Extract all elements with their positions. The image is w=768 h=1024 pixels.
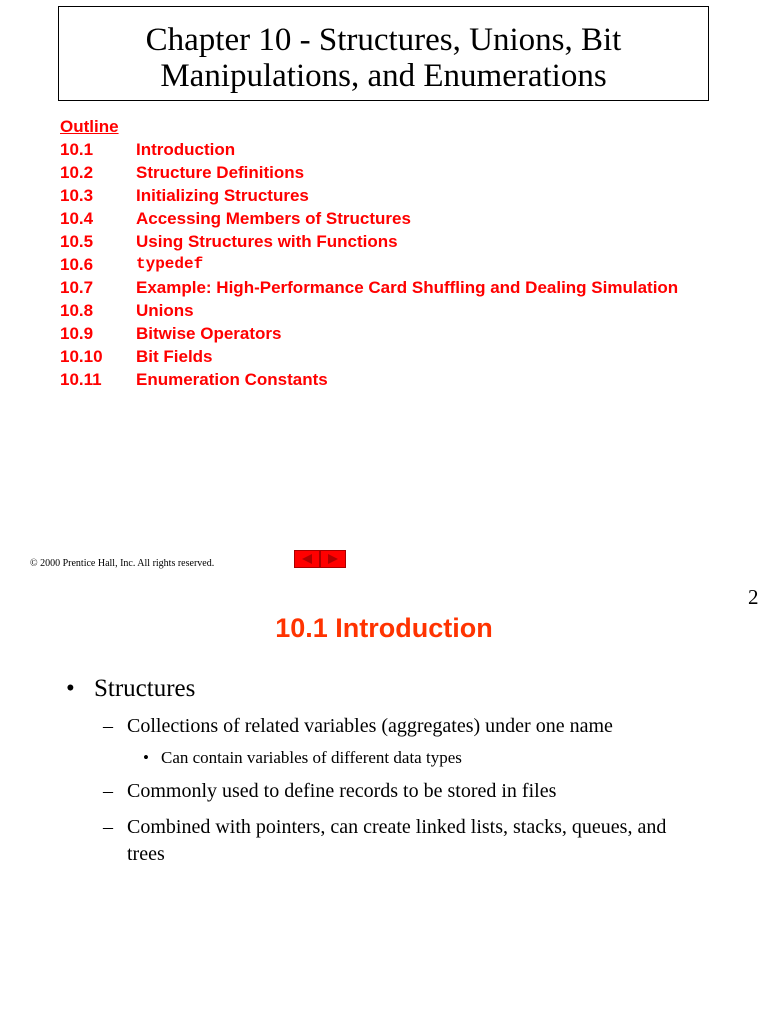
- dash-item: [103, 713, 687, 740]
- outline-item[interactable]: [60, 276, 678, 299]
- outline-number: 10.7: [60, 278, 94, 297]
- outline-label: Unions: [136, 301, 194, 320]
- outline-heading: Outline: [60, 117, 119, 136]
- next-slide-button[interactable]: [320, 550, 346, 568]
- outline-item[interactable]: [60, 230, 678, 253]
- dash-item: [103, 814, 667, 868]
- page-number: 2: [748, 585, 759, 609]
- outline-item[interactable]: [60, 138, 678, 161]
- outline-label: Enumeration Constants: [136, 370, 328, 389]
- outline-item[interactable]: [60, 299, 678, 322]
- outline-number: 10.10: [60, 347, 103, 366]
- dash-text: Collections of related variables (aggregates) under one name: [127, 715, 613, 737]
- outline-label: Bit Fields: [136, 347, 213, 366]
- right-triangle-icon: [327, 554, 339, 564]
- outline-item[interactable]: [60, 368, 678, 391]
- copyright-footer: © 2000 Prentice Hall, Inc. All rights reserved.: [30, 558, 215, 569]
- dash-text: Combined with pointers, can create linked lists, stacks, queues, and trees: [127, 816, 667, 865]
- outline: [60, 115, 678, 391]
- outline-number: 10.4: [60, 209, 94, 228]
- chapter-title: [58, 6, 709, 101]
- slide-title: 10.1 Introduction: [275, 613, 493, 643]
- sub-bullet-item: [143, 748, 462, 768]
- outline-item[interactable]: [60, 253, 678, 276]
- outline-label: Example: High-Performance Card Shuffling and Dealing Simulation: [136, 278, 679, 297]
- outline-label: Accessing Members of Structures: [136, 209, 411, 228]
- outline-item[interactable]: [60, 345, 678, 368]
- outline-item[interactable]: [60, 207, 678, 230]
- outline-number: 10.3: [60, 186, 94, 205]
- outline-number: 10.2: [60, 163, 94, 182]
- sub-bullet-dot: •: [143, 748, 149, 767]
- dash-mark: –: [103, 816, 113, 838]
- left-triangle-icon: [301, 554, 313, 564]
- outline-item[interactable]: [60, 161, 678, 184]
- bullet-dot: •: [66, 675, 75, 702]
- dash-text: Commonly used to define records to be stored in files: [127, 780, 557, 802]
- dash-mark: –: [103, 715, 113, 737]
- outline-number: 10.6: [60, 255, 94, 274]
- outline-label: Initializing Structures: [136, 186, 309, 205]
- sub-bullet-text: Can contain variables of different data types: [161, 748, 462, 767]
- outline-number: 10.8: [60, 301, 94, 320]
- outline-number: 10.11: [60, 370, 102, 389]
- outline-label: Using Structures with Functions: [136, 232, 398, 251]
- bullet-text: Structures: [94, 675, 196, 702]
- dash-mark: –: [103, 780, 113, 802]
- outline-item[interactable]: [60, 322, 678, 345]
- outline-label: Structure Definitions: [136, 163, 305, 182]
- chapter-title-line2: Manipulations, and Enumerations: [160, 58, 607, 94]
- slide-nav: [294, 550, 346, 568]
- bullet-item: [66, 675, 195, 703]
- outline-label: Bitwise Operators: [136, 324, 282, 343]
- dash-item: [103, 778, 687, 805]
- outline-number: 10.9: [60, 324, 94, 343]
- outline-number: 10.1: [60, 140, 94, 159]
- outline-label: Introduction: [136, 140, 236, 159]
- outline-label: typedef: [136, 255, 204, 273]
- prev-slide-button[interactable]: [294, 550, 320, 568]
- outline-item[interactable]: [60, 184, 678, 207]
- chapter-title-line1: Chapter 10 - Structures, Unions, Bit: [145, 22, 622, 58]
- outline-number: 10.5: [60, 232, 94, 251]
